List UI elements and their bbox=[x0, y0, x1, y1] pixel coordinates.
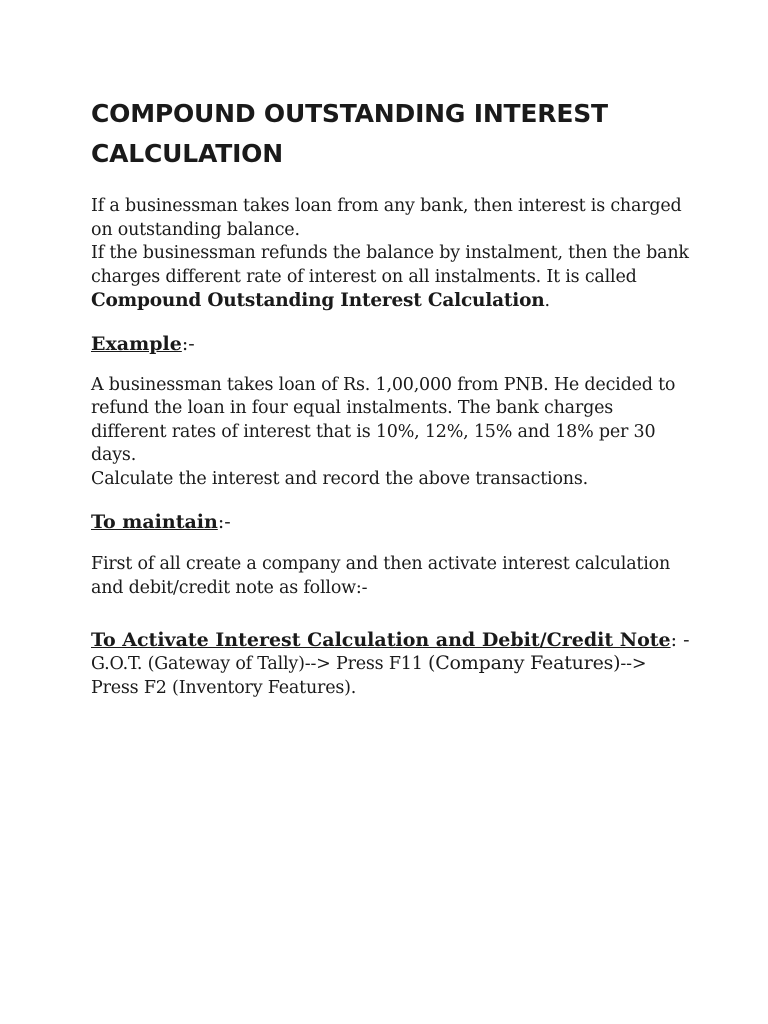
activate-heading-label: To Activate Interest Calculation and Debit/Credit Note bbox=[91, 629, 671, 651]
document-page bbox=[91, 94, 691, 700]
intro-line-2: If the businessman refunds the balance by instalment, then the bank charges different rate of interest on all instalments. It is called bbox=[91, 243, 689, 287]
example-heading-label: Example bbox=[91, 332, 182, 355]
maintain-heading-label: To maintain bbox=[91, 511, 218, 533]
maintain-paragraph: First of all create a company and then activate interest calculation and debit/credit note as follow:- bbox=[91, 554, 671, 598]
activate-paragraph bbox=[91, 652, 691, 700]
activate-heading bbox=[91, 628, 691, 652]
activate-text-part-3: --> Press F2 (Inventory Features). bbox=[91, 654, 647, 698]
example-text-2: Calculate the interest and record the above transactions. bbox=[91, 468, 589, 489]
maintain-heading-suffix: :- bbox=[217, 511, 231, 533]
example-paragraph bbox=[91, 374, 691, 492]
example-heading bbox=[91, 332, 691, 356]
maintain-heading bbox=[91, 510, 691, 534]
intro-line-1: If a businessman takes loan from any bank, then interest is charged on outstanding balance. bbox=[91, 196, 682, 240]
activate-text-part-2: (Company Features) bbox=[428, 652, 621, 674]
activate-heading-suffix: : - bbox=[670, 629, 690, 651]
example-text-1: A businessman takes loan of Rs. 1,00,000 from PNB. He decided to refund the loan in four equal instalments. The bank charges different rates of interest that is 10%, 12%, 15% and 18% per 30 days. bbox=[91, 374, 676, 465]
document-title: COMPOUND OUTSTANDING INTEREST CALCULATION bbox=[91, 99, 608, 168]
intro-paragraph bbox=[91, 195, 691, 314]
intro-term: Compound Outstanding Interest Calculation bbox=[91, 290, 545, 311]
intro-term-suffix: . bbox=[544, 291, 550, 311]
example-heading-suffix: :- bbox=[181, 332, 195, 355]
activate-text-part-1: G.O.T. (Gateway of Tally)--> Press F11 bbox=[91, 654, 428, 674]
